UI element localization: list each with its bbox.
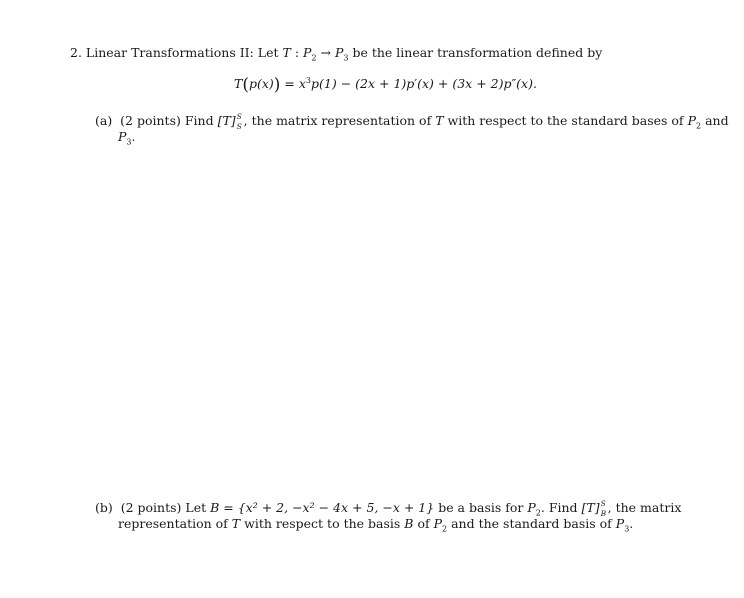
part-b-matrix: [T]	[581, 500, 600, 515]
part-b-matrix-scripts	[600, 499, 608, 518]
part-a-end: .	[131, 129, 136, 144]
part-a-P2: P	[687, 113, 696, 128]
part-b-line2-P3: P	[615, 516, 625, 531]
map-arrow: →	[316, 45, 335, 60]
eq-lhs-T: T	[234, 76, 243, 91]
part-b-matrix-sup: S	[600, 499, 606, 508]
part-b-P2: P	[527, 500, 536, 515]
map-domain: P	[303, 45, 312, 60]
problem-statement	[70, 45, 603, 63]
eq-left-paren: (	[242, 75, 249, 95]
part-a-text-2: , the matrix representation of	[243, 113, 432, 128]
part-a-and: and	[705, 113, 729, 128]
part-a-matrix: [T]	[217, 113, 236, 128]
part-b-eq: =	[219, 500, 238, 515]
part-b-text-2: be a basis for	[438, 500, 524, 515]
part-a-matrix-sup: S	[236, 112, 242, 121]
eq-right-paren: )	[273, 75, 281, 95]
part-b-line2-2: with respect to the basis	[244, 516, 401, 531]
part-a-text-1: Find	[184, 113, 214, 128]
map-domain-sub: 2	[311, 53, 317, 63]
part-b-P2-sub: 2	[535, 508, 541, 518]
part-a-P3-sub: 3	[126, 137, 132, 147]
part-a-label: (a)	[95, 113, 113, 128]
part-b-points: (2 points)	[120, 500, 182, 515]
part-b-B: B	[210, 500, 220, 515]
part-b-set: {x² + 2, −x² − 4x + 5, −x + 1}	[237, 500, 435, 515]
map-colon: :	[290, 45, 304, 60]
part-b-T: T	[231, 516, 241, 531]
part-b-line2-1: representation of	[118, 516, 228, 531]
part-b-line2-P2: P	[433, 516, 443, 531]
part-a-points: (2 points)	[120, 113, 181, 128]
eq-rhs-1: = x	[284, 76, 306, 91]
eq-lhs-arg: p(x)	[248, 76, 274, 91]
part-b-line-2	[118, 516, 634, 534]
part-b-text-4: , the matrix	[607, 500, 682, 515]
part-a-T: T	[435, 113, 444, 128]
intro-let: Let	[257, 45, 279, 60]
part-b-line2-3: of	[417, 516, 430, 531]
part-a-text-3: with respect to the standard bases of	[447, 113, 684, 128]
part-b-text-3: . Find	[540, 500, 578, 515]
part-a-matrix-scripts	[236, 112, 244, 131]
intro-post: be the linear transformation defined by	[352, 45, 603, 60]
part-a-line-1	[95, 112, 729, 131]
map-codomain-sub: 3	[343, 53, 349, 63]
map-codomain: P	[334, 45, 344, 60]
part-b-line2-P2-sub: 2	[442, 524, 448, 534]
part-a-matrix-sub: S	[236, 122, 242, 131]
part-b-matrix-sub: B	[600, 509, 607, 518]
eq-rhs-2: p(1) − (2x + 1)p′(x) + (3x + 2)p″(x).	[311, 76, 537, 91]
part-b-line-1	[95, 499, 682, 518]
part-a-P2-sub: 2	[695, 121, 702, 131]
part-a-line-2	[118, 129, 136, 147]
part-b-line2-P3-sub: 3	[624, 524, 630, 534]
part-b-B2: B	[404, 516, 414, 531]
eq-rhs-1-sup: 3	[305, 75, 312, 85]
part-b-line2-end: .	[629, 516, 634, 531]
part-b-label: (b)	[95, 500, 113, 515]
problem-number: 2.	[70, 45, 82, 60]
part-b-line2-4: and the standard basis of	[451, 516, 612, 531]
part-b-text-1: Let	[185, 500, 207, 515]
part-a-P3: P	[118, 129, 127, 144]
problem-title: Linear Transformations II:	[85, 45, 254, 60]
definition-equation	[234, 76, 537, 93]
map-T: T	[282, 45, 291, 60]
